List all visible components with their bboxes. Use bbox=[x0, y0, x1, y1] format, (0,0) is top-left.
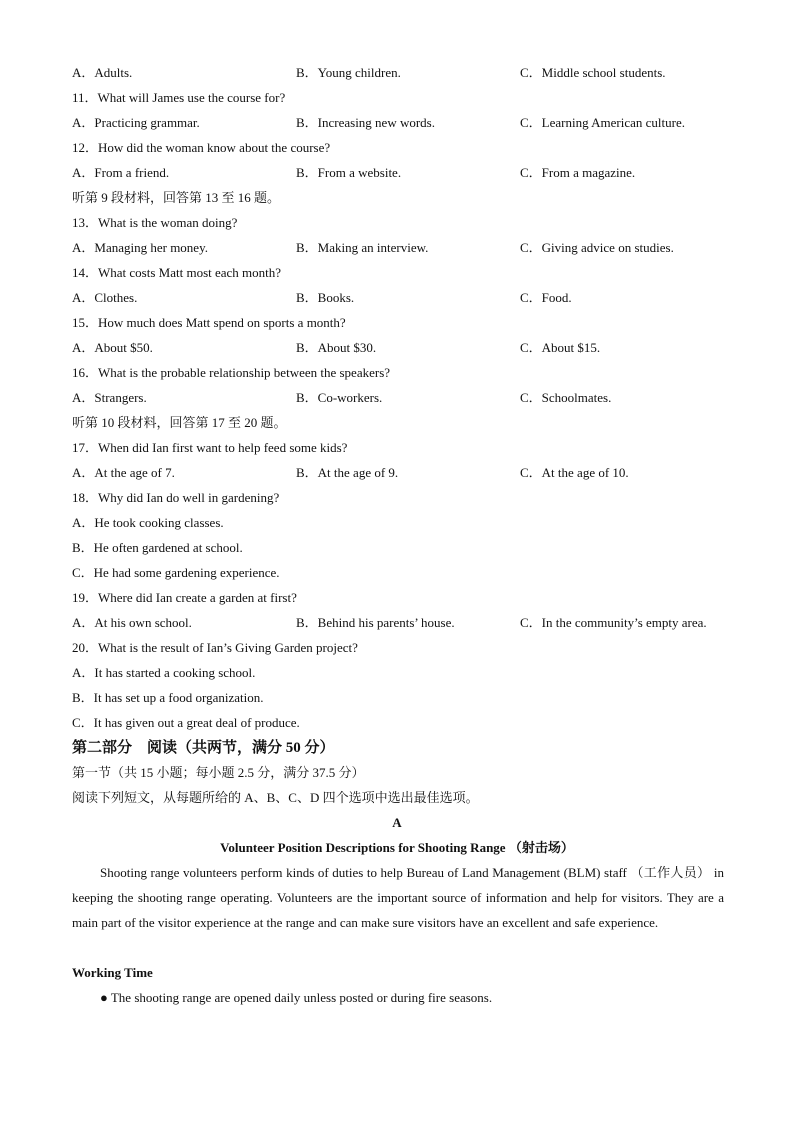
working-time-heading: Working Time bbox=[72, 965, 153, 980]
q13-option-c: C．Giving advice on studies. bbox=[520, 240, 674, 255]
q18-option-b: B．He often gardened at school. bbox=[72, 540, 243, 555]
q10-option-b: B．Young children. bbox=[296, 65, 401, 80]
section-10-instruction: 听第 10 段材料，回答第 17 至 20 题。 bbox=[72, 415, 287, 430]
q11-stem: 11．What will James use the course for? bbox=[72, 90, 286, 105]
q10-option-c: C．Middle school students. bbox=[520, 65, 666, 80]
q15-option-a: A．About $50. bbox=[72, 340, 153, 355]
part-2-instruction: 阅读下列短文，从每题所给的 A、B、C、D 四个选项中选出最佳选项。 bbox=[72, 790, 479, 805]
q14-option-c: C．Food. bbox=[520, 290, 572, 305]
q17-stem: 17．When did Ian first want to help feed some kids? bbox=[72, 440, 348, 455]
q20-option-a: A．It has started a cooking school. bbox=[72, 665, 256, 680]
q17-option-b: B．At the age of 9. bbox=[296, 465, 399, 480]
q19-option-c: C．In the community’s empty area. bbox=[520, 615, 707, 630]
q14-option-b: B．Books. bbox=[296, 290, 355, 305]
passage-letter: A bbox=[392, 815, 402, 830]
q12-stem: 12．How did the woman know about the course? bbox=[72, 140, 331, 155]
q18-option-c: C．He had some gardening experience. bbox=[72, 565, 280, 580]
q18-option-a: A．He took cooking classes. bbox=[72, 515, 224, 530]
q14-option-a: A．Clothes. bbox=[72, 290, 138, 305]
q15-option-b: B．About $30. bbox=[296, 340, 377, 355]
q16-option-b: B．Co-workers. bbox=[296, 390, 383, 405]
working-time-bullet: ● The shooting range are opened daily unless posted or during fire seasons. bbox=[100, 990, 493, 1005]
q15-option-c: C．About $15. bbox=[520, 340, 601, 355]
passage-paragraph: Shooting range volunteers perform kinds of duties to help Bureau of Land Management (BLM) staff （工作人员） in keeping the shooting range operating. Volunteers are the important source of information and help for visitors. They are a main part of the visitor experience at the range and can make sure visitors have an excellent and safe experience. bbox=[72, 865, 724, 930]
q12-option-b: B．From a website. bbox=[296, 165, 402, 180]
q11-option-b: B．Increasing new words. bbox=[296, 115, 435, 130]
q19-option-b: B．Behind his parents’ house. bbox=[296, 615, 455, 630]
q11-option-a: A．Practicing grammar. bbox=[72, 115, 200, 130]
q16-option-c: C．Schoolmates. bbox=[520, 390, 612, 405]
section-9-instruction: 听第 9 段材料，回答第 13 至 16 题。 bbox=[72, 190, 281, 205]
q13-option-a: A．Managing her money. bbox=[72, 240, 208, 255]
part-2-section-1: 第一节（共 15 小题；每小题 2.5 分，满分 37.5 分） bbox=[72, 765, 365, 780]
q18-stem: 18．Why did Ian do well in gardening? bbox=[72, 490, 280, 505]
q14-stem: 14．What costs Matt most each month? bbox=[72, 265, 282, 280]
q15-stem: 15．How much does Matt spend on sports a month? bbox=[72, 315, 346, 330]
q20-stem: 20．What is the result of Ian’s Giving Garden project? bbox=[72, 640, 358, 655]
q12-option-c: C．From a magazine. bbox=[520, 165, 636, 180]
q17-option-c: C．At the age of 10. bbox=[520, 465, 629, 480]
q17-option-a: A．At the age of 7. bbox=[72, 465, 175, 480]
q20-option-b: B．It has set up a food organization. bbox=[72, 690, 264, 705]
q10-option-a: A．Adults. bbox=[72, 65, 133, 80]
q12-option-a: A．From a friend. bbox=[72, 165, 170, 180]
q11-option-c: C．Learning American culture. bbox=[520, 115, 685, 130]
q20-option-c: C．It has given out a great deal of produce. bbox=[72, 715, 300, 730]
q16-option-a: A．Strangers. bbox=[72, 390, 147, 405]
passage-title: Volunteer Position Descriptions for Shooting Range （射击场） bbox=[220, 840, 574, 855]
q13-stem: 13．What is the woman doing? bbox=[72, 215, 238, 230]
part-2-heading: 第二部分 阅读（共两节，满分 50 分） bbox=[72, 740, 335, 756]
q19-stem: 19．Where did Ian create a garden at first? bbox=[72, 590, 297, 605]
q19-option-a: A．At his own school. bbox=[72, 615, 192, 630]
q16-stem: 16．What is the probable relationship between the speakers? bbox=[72, 365, 391, 380]
q13-option-b: B．Making an interview. bbox=[296, 240, 429, 255]
